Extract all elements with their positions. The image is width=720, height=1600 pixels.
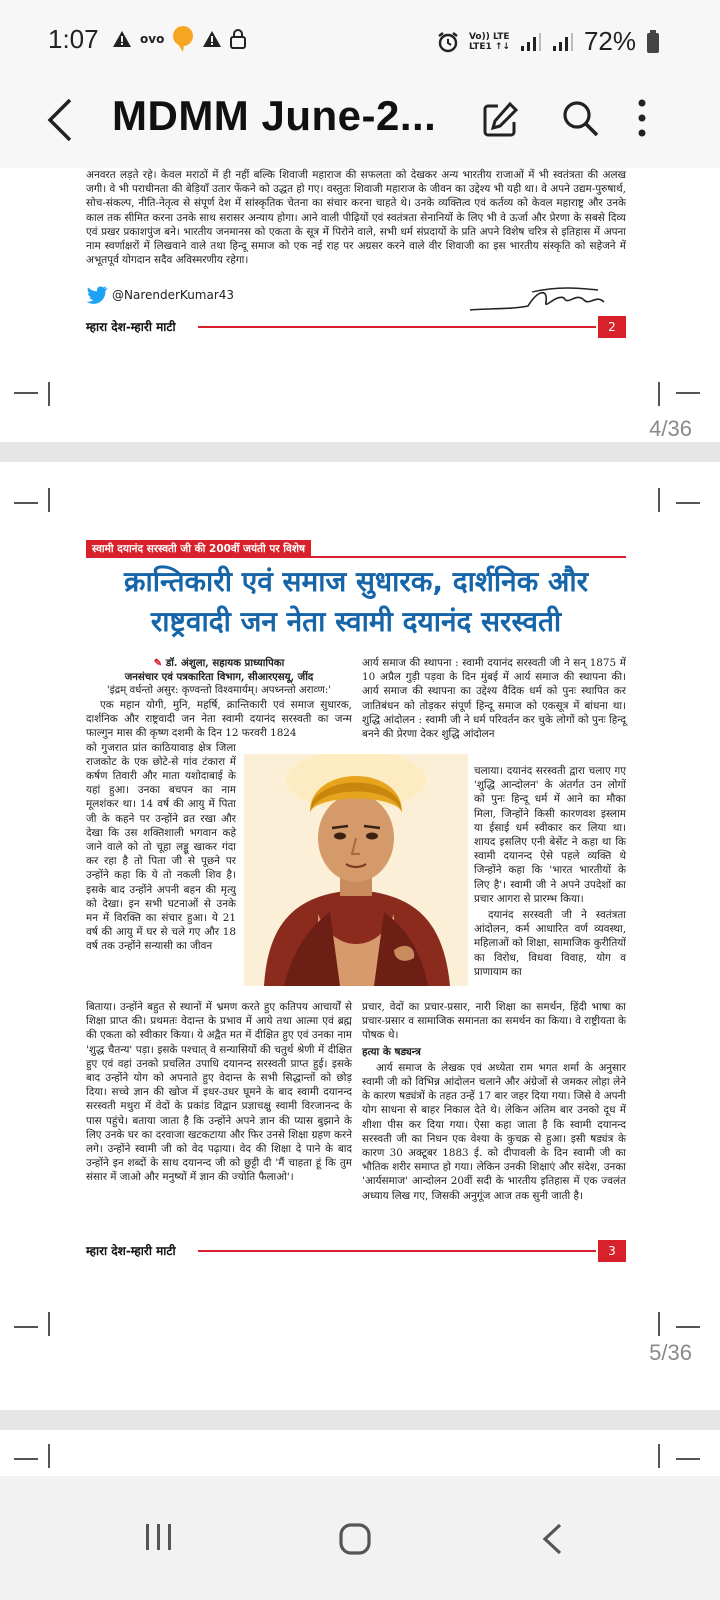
pdf-page-4 bbox=[0, 168, 720, 442]
crop-mark bbox=[676, 392, 700, 394]
battery-percent: 72% bbox=[583, 26, 636, 56]
crop-mark bbox=[14, 1458, 38, 1460]
signal-icon bbox=[520, 32, 542, 52]
crop-mark bbox=[658, 1312, 660, 1336]
document-title: MDMM June-2... bbox=[112, 92, 437, 139]
notification-dot-icon bbox=[172, 26, 194, 52]
pdf-page-5 bbox=[0, 462, 720, 1410]
status-right-icons bbox=[437, 26, 660, 57]
footer-rule bbox=[198, 1250, 596, 1252]
crop-mark bbox=[48, 488, 50, 512]
signature-image bbox=[468, 280, 608, 320]
crop-mark bbox=[676, 1326, 700, 1328]
right-lower-column bbox=[362, 1000, 626, 1203]
warning-icon bbox=[112, 30, 132, 48]
shuddhi-paragraph: चलाया। दयानंद सरस्वती द्वारा चलाए गए 'शुद्धि आन्दोलन' के अंतर्गत उन लोगों को पुनः हिन्दू धर्म में आने का मौका मिला, जिन्होंने किसी कारणवश इस्लाम या ईसाई धर्म स्वीकार कर लिया था। शायद इसलिए एनी बेसेंट ने कहा था कि स्वामी दयानन्द ऐसे पहले व्यक्ति थे जिन्होंने कहा कि 'भारत भारतीयों के लिए है'। स्वामी जी ने अपने उपदेशों का प्रचार आगरा से प्रारम्भ किया। bbox=[474, 765, 626, 905]
pen-icon: ✎ bbox=[153, 657, 166, 669]
headline-line-2: राष्ट्रवादी जन नेता स्वामी दयानंद सरस्वती bbox=[150, 605, 562, 638]
section-tag: स्वामी दयानंद सरस्वती जी की 200वीं जयंती पर विशेष bbox=[86, 540, 311, 558]
page-indicator: 4/36 bbox=[649, 416, 692, 441]
status-left-icons bbox=[112, 26, 246, 52]
byline bbox=[86, 656, 352, 698]
page-footer bbox=[86, 316, 626, 338]
network-label: Vo)) LTE LTE1 ↑↓ bbox=[468, 31, 510, 52]
byline-dept: जनसंचार एवं पत्रकारिता विभाग, सीआरएसयू, जींद bbox=[124, 671, 314, 683]
crop-mark bbox=[48, 1444, 50, 1468]
status-bar bbox=[0, 0, 720, 78]
crop-mark bbox=[14, 1326, 38, 1328]
page-footer bbox=[86, 1240, 626, 1262]
warning-icon bbox=[202, 30, 222, 48]
back-arrow-icon[interactable] bbox=[42, 96, 82, 144]
byline-name: डॉ. अंशुला, सहायक प्राध्यापिका bbox=[165, 657, 285, 669]
portrait-image bbox=[244, 754, 468, 986]
swami-dayanand-portrait bbox=[244, 754, 468, 986]
search-icon[interactable] bbox=[560, 98, 600, 138]
footer-label: म्हारा देश-म्हारी माटी bbox=[86, 1244, 176, 1258]
crop-mark bbox=[658, 382, 660, 406]
section-tag-bar bbox=[86, 540, 626, 558]
pdf-page-6 bbox=[0, 1430, 720, 1480]
recent-apps-icon[interactable] bbox=[144, 1522, 174, 1552]
lock-icon bbox=[230, 29, 246, 49]
more-options-icon[interactable] bbox=[636, 98, 648, 138]
headline-line-1: क्रान्तिकारी एवं समाज सुधारक, दार्शनिक और bbox=[123, 565, 589, 598]
crop-mark bbox=[14, 392, 38, 394]
subheading-assassination: हत्या के षड्यन्त्र bbox=[362, 1045, 421, 1058]
twitter-icon bbox=[86, 286, 108, 304]
page-gap bbox=[0, 442, 720, 462]
navigation-bar bbox=[0, 1476, 720, 1600]
article-headline bbox=[86, 562, 626, 642]
right-column bbox=[362, 656, 626, 741]
footer-page-number: 3 bbox=[598, 1240, 626, 1262]
footer-label: म्हारा देश-म्हारी माटी bbox=[86, 320, 176, 334]
footer-rule bbox=[198, 326, 596, 328]
quote: 'इंद्रम् वर्धन्तो असुर: कृण्वन्तो विश्वमार्यम्। अपध्नन्तो अराव्ण:' bbox=[106, 685, 332, 696]
crop-mark bbox=[658, 1444, 660, 1468]
twitter-handle: @NarenderKumar43 bbox=[112, 288, 235, 302]
crop-mark bbox=[658, 488, 660, 512]
assassination-paragraph: आर्य समाज के लेखक एवं अध्येता राम भगत शर्मा के अनुसार स्वामी जी को विभिन्न आंदोलन चलाने और अंग्रेजों से जमकर लोहा लेने के कारण षड्यंत्रों के तहत उन्हें 17 बार जहर दिया गया। जिसे वे अपनी योग साधना से बाहर निकाल देते थे। लेकिन अंतिम बार उनको दूध में शीशा पीस कर दिया गया। ऐसा कहा जाता है कि स्वामी दयानन्द सरस्वती जी का निधन एक वेश्या के कुचक्र से हुआ। इसी षड्यंत्र के कारण 30 अक्टूबर 1883 ई. को दीपावली के दिन स्वामी जी का भौतिक शरीर समाप्त हो गया। लेकिन उनकी शिक्षाएं और संदेश, उनका 'आर्यसमाज' आन्दोलन 20वीं सदी के भारतीय इतिहास में एक ज्वलंत अध्याय लिख गए, जिसकी अनुगूंज आज तक सुनी जाती है। bbox=[362, 1061, 626, 1202]
reforms-continued-paragraph: प्रचार, वेदों का प्रचार-प्रसार, नारी शिक्षा का समर्थन, हिंदी भाषा का प्रचार-प्रसार व सामाजिक समानता का समर्थन का किया। वे राष्ट्रीयता के पोषक थे। bbox=[362, 1001, 626, 1042]
edit-icon[interactable] bbox=[480, 100, 520, 140]
right-narrow-column bbox=[474, 764, 626, 979]
arya-samaj-paragraph: आर्य समाज की स्थापना : स्वामी दयानंद सरस्वती जी ने सन् 1875 में 10 अप्रैल गुड़ी पड़वा के दिन मुंबई में आर्य समाज की स्थापना की। आर्य समाज की स्थापना का उद्देश्य वैदिक धर्म को पुनः स्थापित कर जातिबंधन को तोड़कर संपूर्ण हिन्दू समाज को एकसूत्र में बांधना था। शुद्धि आंदोलन : स्वामी जी ने धर्म परिवर्तन कर चुके लोगों को पुनः हिन्दू बनने की प्रेरणा देकर शुद्धि आंदोलन bbox=[362, 657, 626, 741]
twitter-credit bbox=[86, 286, 234, 304]
biography-paragraph: को गुजरात प्रांत काठियावाड़ क्षेत्र जिला राजकोट के एक छोटे-से गांव टंकारा में कर्षण तिवारी और माता यशोदाबाई के यहां हुआ। उनका बचपन का नाम मूलशंकर था। 14 वर्ष की आयु में पिता जी के कहने पर उन्होंने व्रत रखा और देखा कि उस शक्तिशाली भगवान कहे जाने वाले को तो चूहा लड्डू खाकर गंदा कर रहा है तो पिता जी से पूछने पर उन्होंने कहा कि ये तो नकली शिव है। इसके बाद उन्होंने अपनी बहन की मृत्यु को देखा। इन सभी घटनाओं से उनके मन में विरक्ति का संचार हुआ। ये 21 वर्ष की आयु में घर से चले गए और 18 वर्ष तक उन्होंने सन्यासी का जीवन bbox=[86, 741, 236, 953]
battery-icon bbox=[646, 30, 660, 54]
crop-mark bbox=[48, 382, 50, 406]
page-indicator: 5/36 bbox=[649, 1340, 692, 1365]
home-icon[interactable] bbox=[338, 1522, 372, 1556]
alarm-icon bbox=[437, 31, 459, 53]
reforms-paragraph: दयानंद सरस्वती जी ने स्वतंत्रता आंदोलन, कर्म आधारित वर्ण व्यवस्था, महिलाओं को शिक्षा, सामाजिक कुरीतियों का विरोध, विधवा विवाह, योग व प्राणायाम का bbox=[474, 909, 626, 978]
status-time: 1:07 bbox=[48, 24, 99, 54]
intro-paragraph: एक महान योगी, मुनि, महर्षि, क्रान्तिकारी एवं समाज सुधारक, दार्शनिक और राष्ट्रवादी जन नेता स्वामी दयानंद सरस्वती का जन्म फाल्गुन मास की कृष्ण दशमी के दिन 12 फरवरी 1824 bbox=[86, 699, 352, 740]
back-icon[interactable] bbox=[540, 1522, 564, 1556]
app-bar bbox=[0, 78, 720, 168]
page-gap bbox=[0, 1410, 720, 1430]
crop-mark bbox=[14, 502, 38, 504]
left-bottom-paragraph: बिताया। उन्होंने बहुत से स्थानों में भ्रमण करते हुए कतिपय आचार्यों से शिक्षा प्राप्त की। प्रथमतः वेदान्त के प्रभाव में आये तथा आत्मा एवं ब्रह्म की एकता को स्वीकार किया। ये अद्वैत मत में दीक्षित हुए एवं उनका नाम 'शुद्ध चैतन्य' पड़ा। इसके पश्चात् वे सन्यासियों की चतुर्थ श्रेणी में दीक्षित हुए एवं वहां उनको प्रचलित उपाधि दयानन्द सरस्वती प्राप्त हुई। इसके बाद उन्होंने योग को अपनाते हुए वेदान्त के सभी सिद्धान्तों को छोड़ दिया। सच्चे ज्ञान की खोज में इधर-उधर घूमने के बाद स्वामी दयानन्द सरस्वती मथुरा में वेदों के प्रकांड विद्वान प्रज्ञाचक्षु स्वामी विरजानन्द के पास पहुंचे। बताया जाता है कि उन्होंने अपने ज्ञान की प्यास बुझाने के लिए उनके घर का दरवाजा खटकटाया और फिर उनसे शिक्षा ग्रहण करने लगे। उन्होंने स्वामी जी को वेद पढ़ाया। वेद की शिक्षा दे पाने के बाद उन्होंने इन शब्दों के साथ दयानन्द जी को छुट्टी दी 'मैं चाहता हूं कि तुम संसार में जाओ और मनुष्यों में ज्ञान की ज्योति फैलाओ'। bbox=[86, 1001, 352, 1184]
footer-page-number: 2 bbox=[598, 316, 626, 338]
crop-mark bbox=[676, 1458, 700, 1460]
article-text: अनवरत लड़ते रहे। केवल मराठों में ही नहीं बल्कि शिवाजी महाराज की सफलता को देखकर अन्य भारतीय राजाओं में भी स्वतंत्रता की अलख जगी। वे भी पराधीनता की बेड़ियाँ उतार फेंकने को उद्धत हो गए। वस्तुतः शिवाजी महाराज के जीवन का उद्देश्य भी यही था। वे अपने उद्यम-पुरुषार्थ, सोच-संकल्प, नीति-नेतृत्व से संपूर्ण देश में सांस्कृतिक चेतना का संचार करना चाहते थे। उनके व्यक्तित्व एवं कर्तव्य को केवल महाराष्ट्र और उनके काल तक सीमित करना उनके साथ सरासर अन्याय होगा। आने वाली पीढ़ियों एवं स्वतंत्रता सेनानियों के लिए भी वे ऊर्जा और प्रेरणा के सबसे दिव्य एवं प्रखर प्रकाशपुंज बने। भारतीय जनमानस को एकता के सूत्र में पिरोने वाले, सभी धर्म संप्रदायों के प्रति अपने विशेष चरित्र से इतिहास में अपना नाम स्वर्णाक्षरों में लिखवाने वाले तथा हिन्दू समाज को एक नई राह पर अग्रसर करने वाले वीर शिवाजी का इस भारतीय संस्कृति को सहेजने में अभूतपूर्व योगदान सदैव अविस्मरणीय रहेगा। bbox=[86, 169, 626, 267]
crop-mark bbox=[48, 1312, 50, 1336]
ovo-icon: ovo bbox=[140, 32, 165, 46]
crop-mark bbox=[676, 502, 700, 504]
signal-icon bbox=[552, 32, 574, 52]
